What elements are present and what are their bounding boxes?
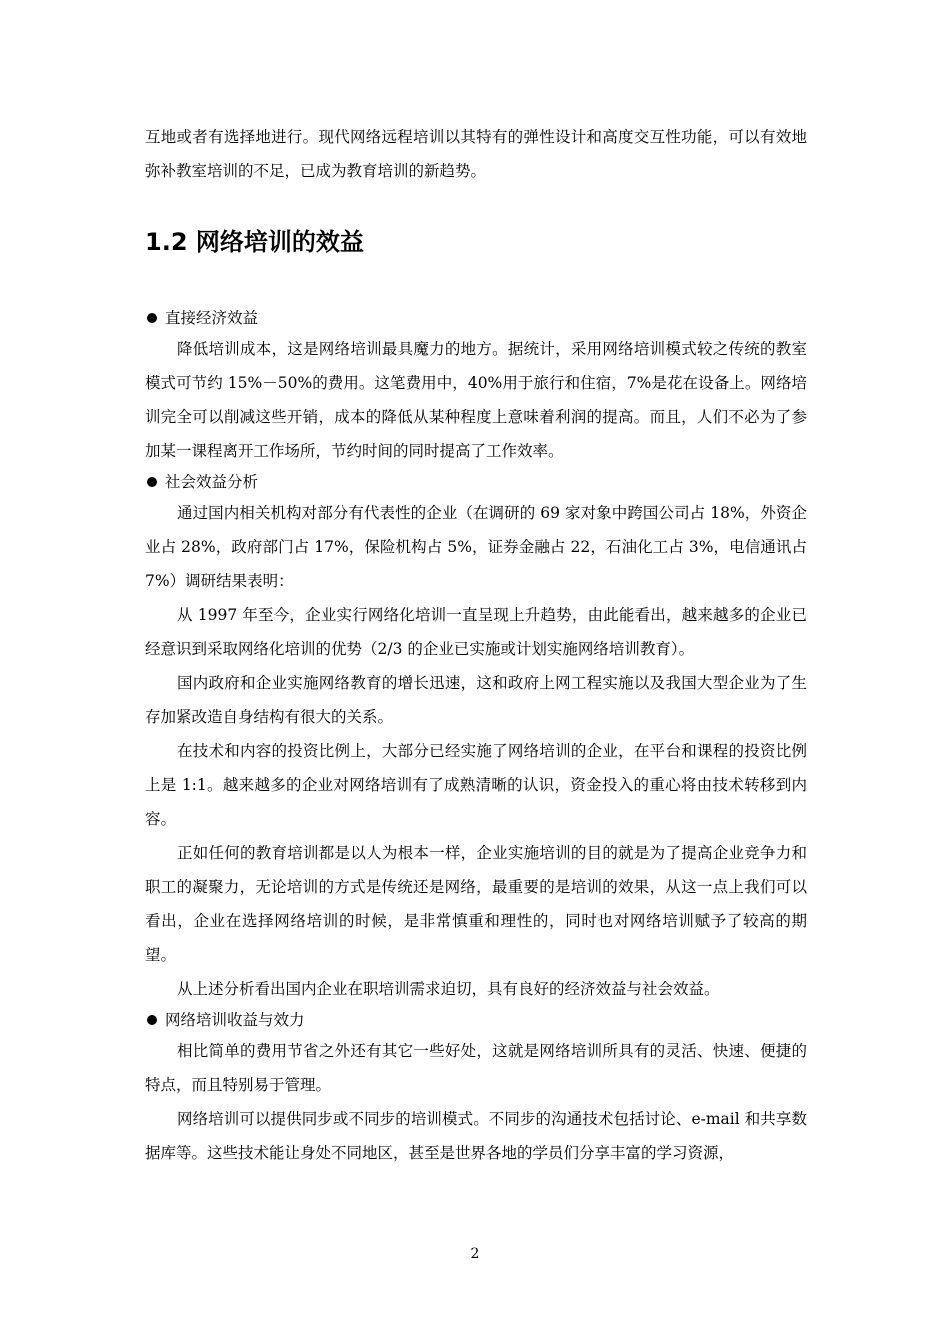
intro-block [145, 120, 807, 188]
body-paragraph: 正如任何的教育培训都是以人为根本一样，企业实施培训的目的就是为了提高企业竞争力和职工的凝聚力，无论培训的方式是传统还是网络，最重要的是培训的效果，从这一点上我们可以看出，企业在选择网络培训的时候，是非常慎重和理性的，同时也对网络培训赋予了较高的期望。 [145, 844, 807, 964]
body-paragraph: 从上述分析看出国内企业在职培训需求迫切，具有良好的经济效益与社会效益。 [177, 980, 720, 998]
body-paragraph: 在技术和内容的投资比例上，大部分已经实施了网络培训的企业，在平台和课程的投资比例上是 1:1。越来越多的企业对网络培训有了成熟清晰的认识，资金投入的重心将由技术转移到内容。 [145, 742, 807, 828]
bullet-label: 网络培训收益与效力 [165, 1011, 305, 1029]
body-paragraph: 降低培训成本，这是网络培训最具魔力的地方。据统计，采用网络培训模式较之传统的教室模式可节约 15%－50%的费用。这笔费用中，40%用于旅行和住宿，7%是花在设备上。网络培训完全可以削减这些开销，成本的降低从某种程度上意味着利润的提高。而且，人们不必为了参加某一课程离开工作场所，节约时间的同时提高了工作效率。 [145, 340, 807, 460]
body-paragraph: 通过国内相关机构对部分有代表性的企业（在调研的 69 家对象中跨国公司占 18%，外资企业占 28%，政府部门占 17%，保险机构占 5%，证券金融占 22，石油化工占 3%，电信通讯占 7%）调研结果表明： [145, 504, 807, 590]
bullet-item-social-benefit [145, 468, 807, 496]
bullet-dot-icon [147, 313, 157, 323]
bullet-dot-icon [147, 1015, 157, 1025]
page-number: 2 [470, 1246, 480, 1262]
body-paragraph: 网络培训可以提供同步或不同步的培训模式。不同步的沟通技术包括讨论、e-mail 和共享数据库等。这些技术能让身处不同地区，甚至是世界各地的学员们分享丰富的学习资源， [145, 1110, 807, 1162]
bullet-dot-icon [147, 477, 157, 487]
body-paragraph: 国内政府和企业实施网络教育的增长迅速，这和政府上网工程实施以及我国大型企业为了生存加紧改造自身结构有很大的关系。 [145, 674, 807, 726]
intro-paragraph: 互地或者有选择地进行。现代网络远程培训以其特有的弹性设计和高度交互性功能，可以有效地弥补教室培训的不足，已成为教育培训的新趋势。 [145, 128, 807, 180]
body-paragraph: 从 1997 年至今，企业实行网络化培训一直呈现上升趋势，由此能看出，越来越多的企业已经意识到采取网络化培训的优势（2/3 的企业已实施或计划实施网络培训教育）。 [145, 606, 807, 658]
bullet-item-direct-economic [145, 304, 807, 332]
bullet-label: 直接经济效益 [165, 309, 259, 327]
body-paragraph: 相比简单的费用节省之外还有其它一些好处，这就是网络培训所具有的灵活、快速、便捷的特点，而且特别易于管理。 [145, 1042, 807, 1094]
section-title: 1.2 网络培训的效益 [145, 228, 364, 256]
bullet-label: 社会效益分析 [165, 473, 259, 491]
bullet-item-network-training-benefit [145, 1006, 807, 1034]
body-block [145, 304, 807, 1170]
